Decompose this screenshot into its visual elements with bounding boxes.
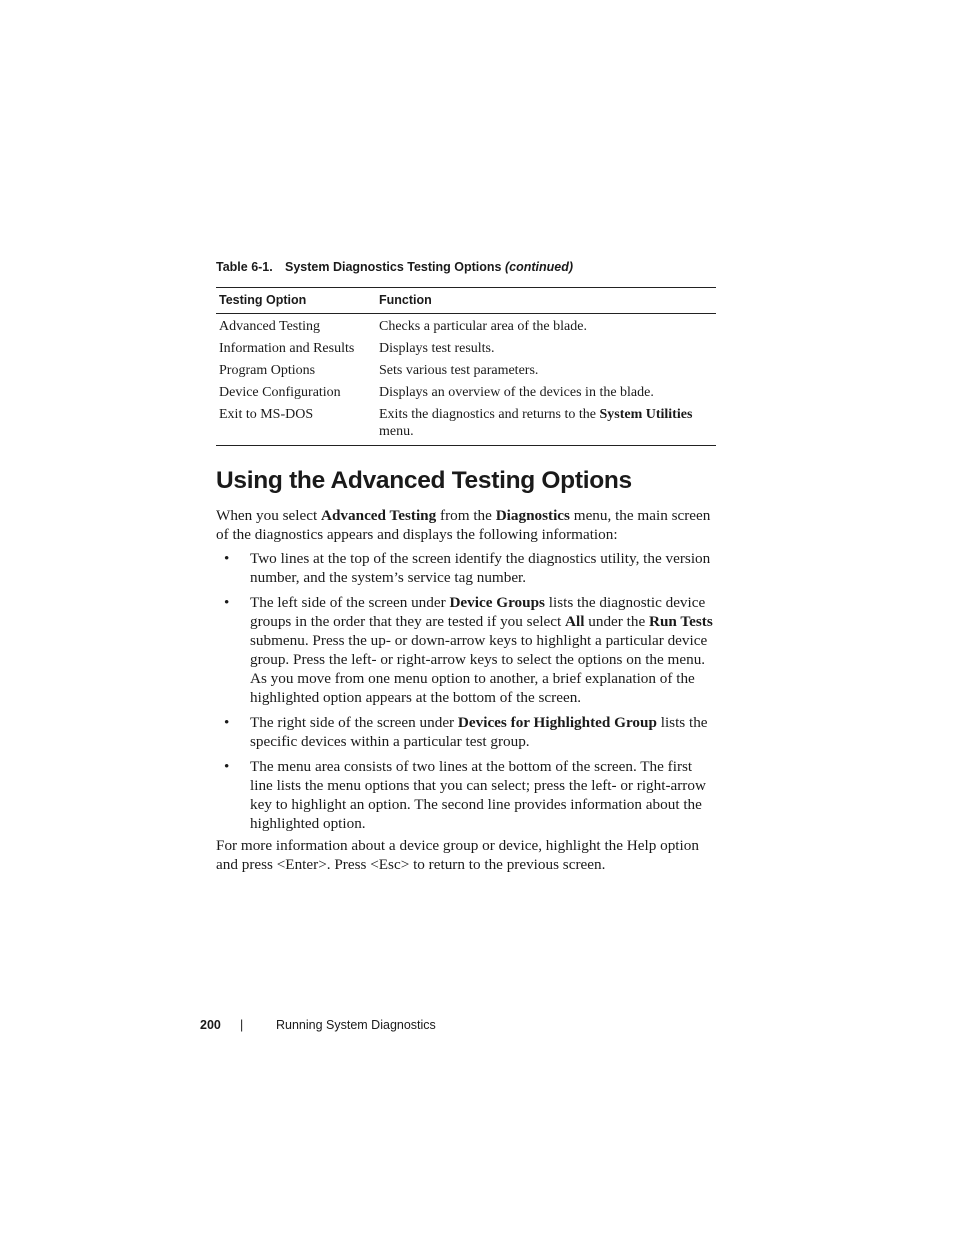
table-title: System Diagnostics Testing Options [285,260,502,274]
column-header-testing-option: Testing Option [216,288,376,314]
chapter-title: Running System Diagnostics [276,1018,436,1032]
testing-option-cell: Exit to MS-DOS [216,404,376,446]
table-row [216,314,716,339]
testing-option-cell: Advanced Testing [219,319,321,334]
testing-option-cell: Program Options [219,363,316,378]
bullet-icon: • [224,594,230,611]
function-cell: Displays test results. [379,341,495,356]
function-text-bold: System Utilities [599,407,693,422]
table-continued: (continued) [504,260,574,274]
bullet-icon: • [224,758,230,775]
function-cell: Displays an overview of the devices in the blade. [379,385,654,400]
testing-option-cell: Information and Results [219,341,355,356]
table-row [216,338,716,360]
list-item: • The right side of the screen under Devices for Highlighted Group lists the specific devices within a particular test group. [224,714,708,750]
page-number: 200 [200,1018,221,1032]
section-heading: Using the Advanced Testing Options [216,467,632,494]
function-text: menu. [379,424,414,439]
testing-options-table [216,287,716,446]
page-footer [200,1018,436,1032]
testing-option-cell: Device Configuration [219,385,341,400]
function-text: Exits the diagnostics and returns to the [379,407,600,422]
list-item: • The menu area consists of two lines at the bottom of the screen. The first line lists the menu options that you can select; press the left- or right-arrow key to highlight an option. The second line provides information about the highlighted option. [224,758,706,832]
info-bullet-list [216,549,716,839]
function-cell [376,404,716,446]
table-row [216,382,716,404]
table-number: Table 6-1. [216,260,273,274]
table-row [216,360,716,382]
list-item: • The left side of the screen under Device Groups lists the diagnostic device groups in the order that they are tested if you select All under the Run Tests submenu. Press the up- or down-arrow keys to highlight a particular device group. Press the left- or right-arrow keys to select the options on the menu. As you move from one menu option to another, a brief explanation of the highlighted option appears at the bottom of the screen. [224,594,713,706]
footer-separator: | [240,1018,244,1032]
intro-paragraph: When you select Advanced Testing from the Diagnostics menu, the main screen of the diagnostics appears and displays the following information: [216,507,711,543]
bullet-icon: • [224,550,230,567]
outro-paragraph: For more information about a device group or device, highlight the Help option and press <Enter>. Press <Esc> to return to the previous screen. [216,837,699,873]
table-row [216,404,716,446]
column-header-function: Function [376,288,716,314]
list-item: • Two lines at the top of the screen identify the diagnostics utility, the version number, and the system’s service tag number. [224,550,711,586]
function-cell: Checks a particular area of the blade. [379,319,587,334]
table-caption [216,260,573,274]
table-header-row [216,288,716,314]
function-cell: Sets various test parameters. [379,363,539,378]
bullet-icon: • [224,714,230,731]
